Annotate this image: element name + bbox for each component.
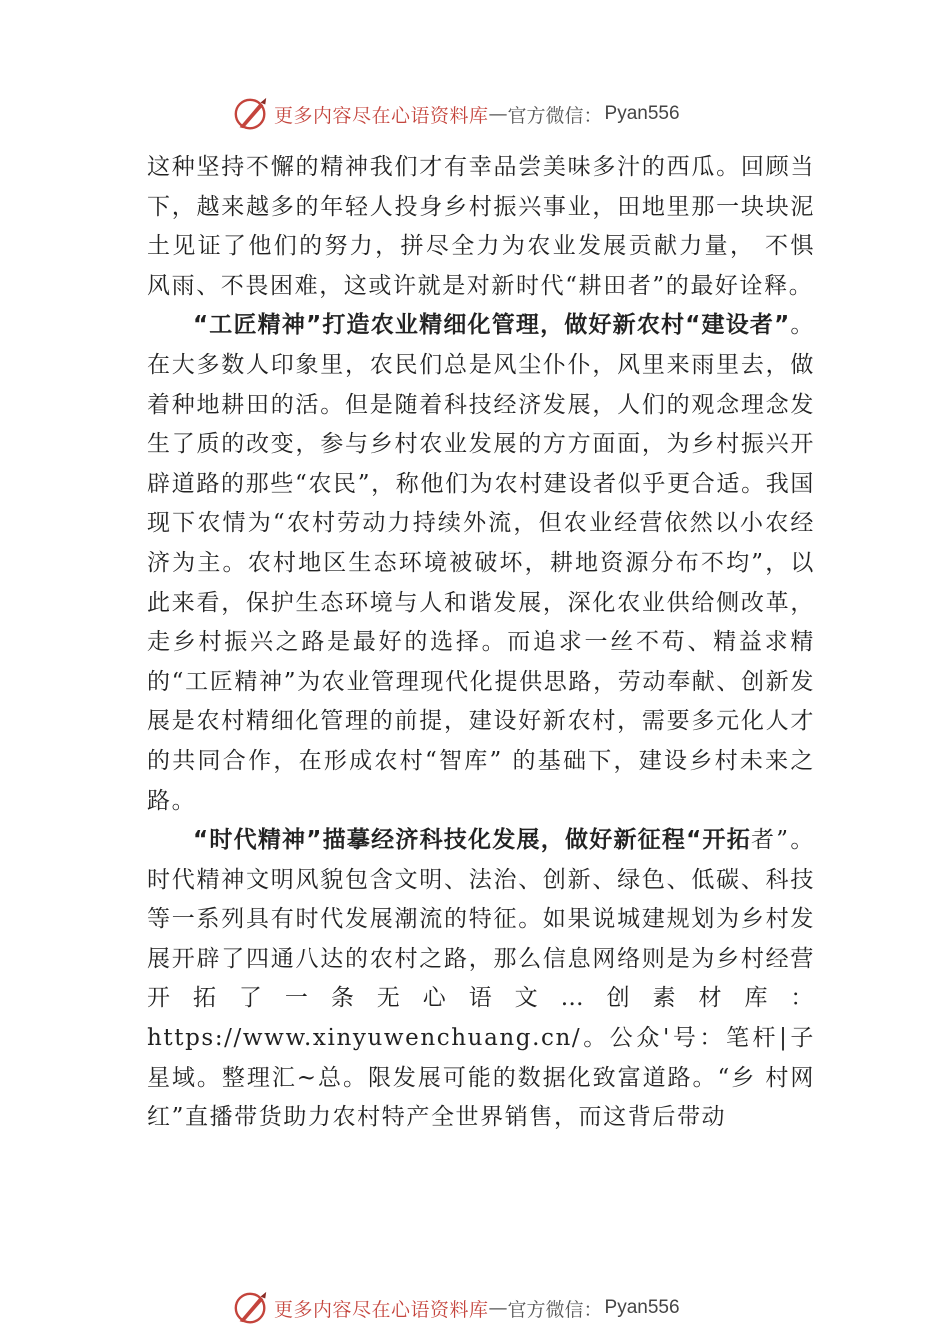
header-wechat-id: Pyan556 [604, 103, 680, 124]
header-banner [232, 94, 732, 134]
paragraph-1-text: 这种坚持不懈的精神我们才有幸品尝美味多汁的西瓜。回顾当下，越来越多的年轻人投身乡村振兴事业，田地里那一块块泥土见证了他们的努力，拼尽全力为农业发展贡献力量， 不惧风雨、不畏困难，这或许就是对新时代“耕田者”的最好诠释。 [147, 154, 815, 299]
paragraph-3-text: 者”。时代精神文明风貌包含文明、法治、创新、绿色、低碳、科技等一系列具有时代发展潮流的特征。如果说城建规划为乡村发展开辟了四通八达的农村之路，那么信息网络则是为乡村经营开拓了一条无心语文…创素材库：https://www.xinyuwenchuang.cn/。公众'号：笔杆|子星域。整理汇~总。限发展可能的数据化致富道路。“乡 村网红”直播带货助力农村特产全世界销售，而这背后带动 [147, 827, 815, 1131]
header-wechat-label: 官方微信： [507, 104, 603, 127]
footer-separator: — [488, 1297, 508, 1319]
footer-banner [232, 1288, 732, 1328]
document-body [147, 148, 815, 1138]
paragraph-2 [147, 306, 815, 821]
quill-logo-icon [232, 1289, 270, 1327]
paragraph-3 [147, 821, 815, 1138]
header-separator: — [488, 103, 508, 125]
paragraph-2-text: 。在大多数人印象里，农民们总是风尘仆仆，风里来雨里去，做着种地耕田的活。但是随着科技经济发展，人们的观念理念发生了质的改变，参与乡村农业发展的方方面面，为乡村振兴开辟道路的那些“农民”，称他们为农村建设者似乎更合适。我国现下农情为“农村劳动力持续外流，但农业经营依然以小农经济为主。农村地区生态环境被破坏，耕地资源分布不均”，以此来看，保护生态环境与人和谐发展，深化农业供给侧改革，走乡村振兴之路是最好的选择。而追求一丝不苟、精益求精的“工匠精神”为农业管理现代化提供思路，劳动奉献、创新发展是农村精细化管理的前提，建设好新农村，需要多元化人才的共同合作，在形成农村“智库” 的基础下，建设乡村未来之路。 [147, 312, 815, 814]
paragraph-2-heading: “工匠精神”打造农业精细化管理，做好新农村“建设者” [193, 312, 790, 339]
footer-wechat-id: Pyan556 [604, 1297, 680, 1318]
paragraph-3-heading: “时代精神”描摹经济科技化发展，做好新征程“开拓 [193, 827, 751, 854]
quill-logo-icon [232, 95, 270, 133]
footer-brand: 更多内容尽在心语资料库 [274, 1298, 489, 1321]
header-brand: 更多内容尽在心语资料库 [274, 104, 489, 127]
paragraph-1 [147, 148, 815, 306]
footer-wechat-label: 官方微信： [507, 1298, 603, 1321]
